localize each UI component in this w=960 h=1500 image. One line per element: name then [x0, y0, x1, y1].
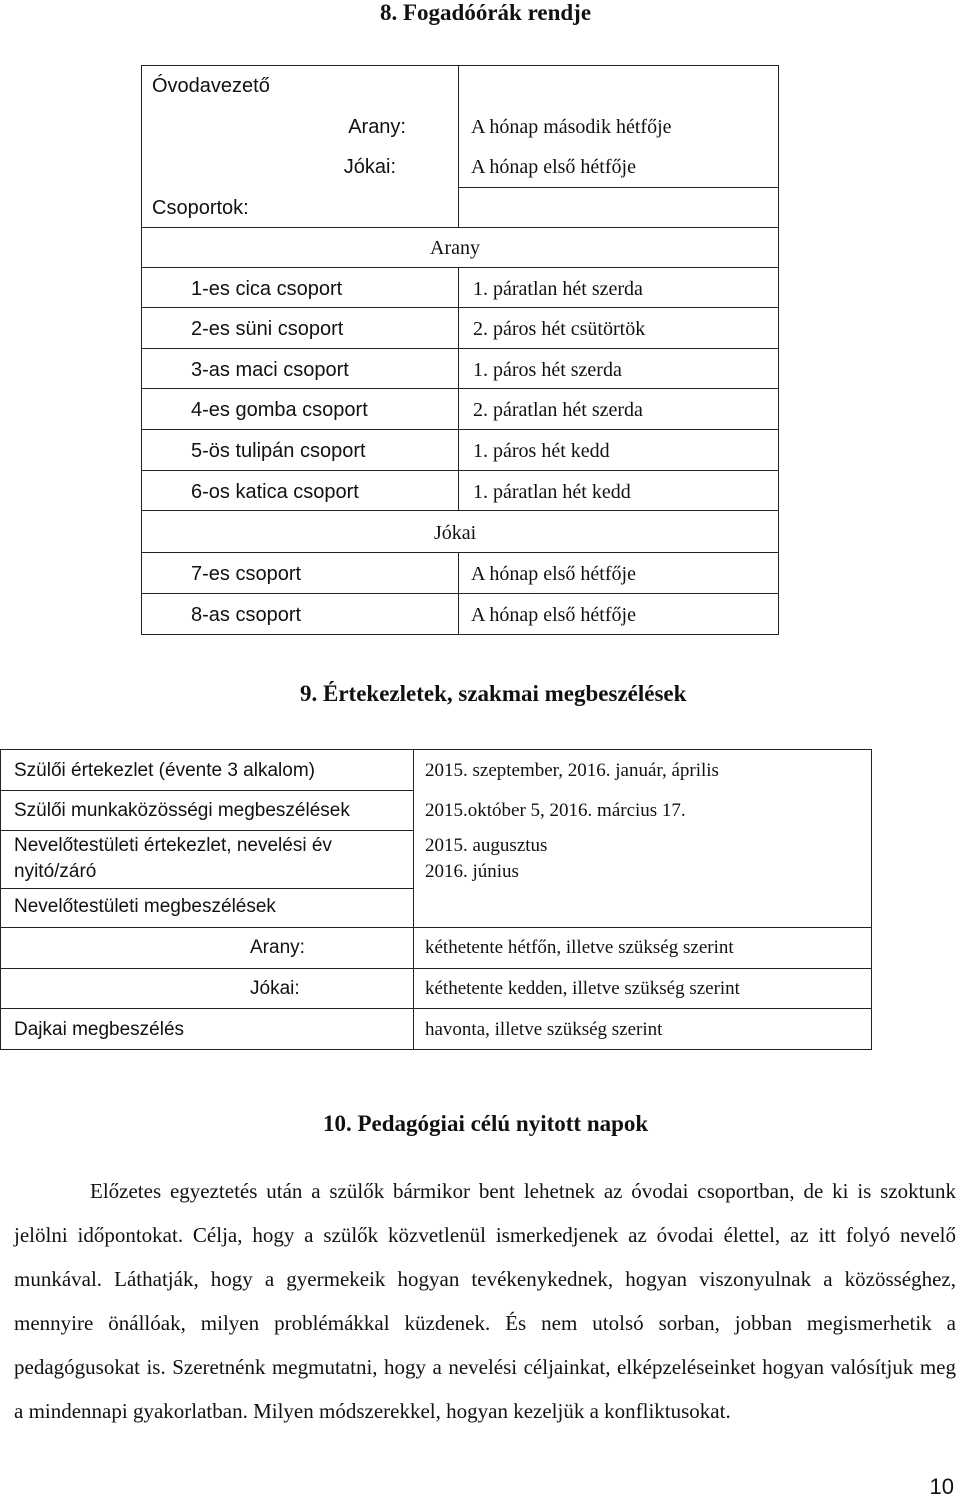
- meeting-place-jokai: Jókai:: [250, 978, 300, 999]
- meeting-place-arany: Arany:: [250, 937, 305, 958]
- meeting-label: nyitó/záró: [14, 861, 97, 882]
- meeting-value: kéthetente kedden, illetve szükség szerint: [425, 978, 740, 999]
- section-8-heading: 8. Fogadóórák rendje: [380, 0, 592, 25]
- group-name: 6-os katica csoport: [191, 481, 359, 503]
- group-time: 2. páratlan hét szerda: [473, 399, 643, 421]
- page-number: 10: [929, 1474, 954, 1499]
- meeting-value: 2015. augusztus: [425, 835, 548, 856]
- meeting-value: havonta, illetve szükség szerint: [425, 1019, 663, 1040]
- meeting-label: Dajkai megbeszélés: [14, 1019, 185, 1040]
- meeting-value: 2015. szeptember, 2016. január, április: [425, 760, 719, 781]
- leader-place-jokai: Jókai:: [343, 156, 396, 178]
- meeting-label: Nevelőtestületi értekezlet, nevelési év: [14, 835, 332, 856]
- group-time: 1. páros hét szerda: [473, 359, 622, 381]
- group-name: 8-as csoport: [191, 604, 302, 626]
- leader-label: Óvodavezető: [152, 75, 270, 97]
- meeting-label: Szülői munkaközösségi megbeszélések: [14, 800, 350, 821]
- group-name: 3-as maci csoport: [191, 359, 349, 381]
- group-time: 1. páros hét kedd: [473, 440, 610, 462]
- leader-time-arany: A hónap második hétfője: [471, 116, 672, 138]
- meeting-label: Nevelőtestületi megbeszélések: [14, 896, 276, 917]
- group-time: A hónap első hétfője: [471, 604, 636, 626]
- open-days-paragraph: [14, 1169, 956, 1433]
- section-10-heading: 10. Pedagógiai célú nyitott napok: [323, 1111, 649, 1136]
- group-time: 2. páros hét csütörtök: [473, 318, 646, 340]
- group-time: A hónap első hétfője: [471, 563, 636, 585]
- meeting-label: Szülői értekezlet (évente 3 alkalom): [14, 760, 315, 781]
- leader-time-jokai: A hónap első hétfője: [471, 156, 636, 178]
- meeting-value: 2015.október 5, 2016. március 17.: [425, 800, 686, 821]
- meeting-value: kéthetente hétfőn, illetve szükség szerint: [425, 937, 734, 958]
- section-9-heading: 9. Értekezletek, szakmai megbeszélések: [300, 681, 687, 706]
- group-name: 5-ös tulipán csoport: [191, 440, 366, 462]
- group-name: 7-es csoport: [191, 563, 302, 585]
- paragraph-text: Előzetes egyeztetés után a szülők bármikor bent lehetnek az óvodai csoportban, de ki is szoktunk jelölni időpontokat. Célja, hogy a szülők közvetlenül ismerkedjenek az óvodai élettel, az itt folyó nevelő munkával. Láthatják, hogy a gyermekeik hogyan tevékenykednek, hogyan viszonyulnak a közösséghez, mennyire önállóak, milyen problémákkal küzdenek. És nem utolsó sorban, jobban megismerhetik a pedagógusokat is. Szeretnénk megmutatni, hogy a nevelési céljainkat, elképzeléseinket hogyan valósítjuk meg a mindennapi gyakorlatban. Milyen módszerekkel, hogyan kezeljük a konfliktusokat.: [14, 1179, 956, 1423]
- leader-place-arany: Arany:: [348, 116, 406, 138]
- group-name: 4-es gomba csoport: [191, 399, 368, 421]
- groups-label: Csoportok:: [152, 197, 249, 219]
- group-name: 1-es cica csoport: [191, 278, 343, 300]
- group-time: 1. páratlan hét szerda: [473, 278, 643, 300]
- jokai-header: Jókai: [434, 522, 477, 544]
- group-time: 1. páratlan hét kedd: [473, 481, 631, 503]
- meeting-value: 2016. június: [425, 861, 519, 882]
- arany-header: Arany: [430, 237, 480, 259]
- group-name: 2-es süni csoport: [191, 318, 344, 340]
